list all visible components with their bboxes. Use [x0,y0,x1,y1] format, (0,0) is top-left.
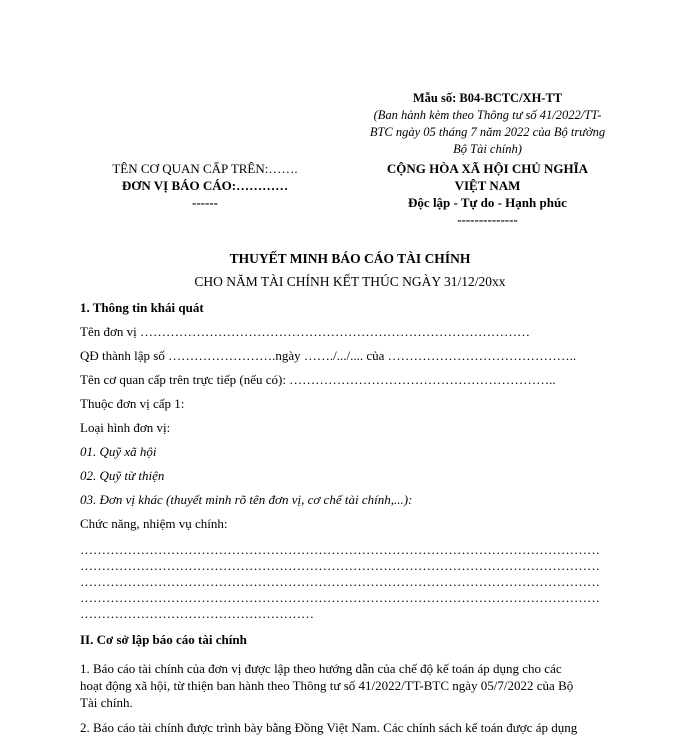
form-code: Mẫu số: B04-BCTC/XH-TT [412,91,563,105]
form-note-line: Bộ Tài chính) [453,142,522,156]
form-note-line: (Ban hành kèm theo Thông tư số 41/2022/TT- [373,108,602,122]
paragraph-line: hoạt động xã hội, từ thiện ban hành theo Thông tư số 41/2022/TT-BTC ngày 05/7/2022 của Bộ [80,678,574,693]
unit-type-option: 03. Đơn vị khác (thuyết minh rõ tên đơn vị, cơ chế tài chính,...): [80,492,413,507]
paragraph-line: 1. Báo cáo tài chính của đơn vị được lập theo hướng dẫn của chế độ kế toán áp dụng cho các [80,661,562,676]
document-title: THUYẾT MINH BÁO CÁO TÀI CHÍNH [229,251,471,266]
unit-name-field: Tên đơn vị ……………………………………………………………………………… [80,324,530,339]
unit-type-field: Loại hình đơn vị: [80,420,171,435]
dotted-line: ………………………………………………………………………………………………………… [80,574,600,589]
document-subtitle: CHO NĂM TÀI CHÍNH KẾT THÚC NGÀY 31/12/20xx [194,274,506,289]
paragraph [80,719,625,736]
national-header [355,160,620,228]
header-divider: ------ [192,195,218,210]
form-note-line: BTC ngày 05 tháng 7 năm 2022 của Bộ trưởng [369,125,606,139]
parent-agency-field: Tên cơ quan cấp trên trực tiếp (nếu có): …………………………………………………….. [80,372,556,387]
parent-agency-label: TÊN CƠ QUAN CẤP TRÊN:……. [112,161,298,176]
republic-name: CỘNG HÒA XÃ HỘI CHỦ NGHĨA [386,161,589,176]
dotted-line: ………………………………………………………………………………………………………… [80,558,600,573]
national-motto: Độc lập - Tự do - Hạnh phúc [408,195,567,210]
header-divider: -------------- [457,212,518,227]
decision-field: QĐ thành lập số …………………….ngày ……./.../.... của …………………………………….. [80,348,577,363]
parent-level-field: Thuộc đơn vị cấp 1: [80,396,185,411]
dotted-line: ………………………………………………………………………………………………………… [80,590,600,605]
document-body [80,296,625,736]
form-code-block [355,90,620,158]
section-heading: 1. Thông tin khái quát [80,300,204,315]
dotted-line: ……………………………………………… [80,606,314,621]
republic-name: VIỆT NAM [454,178,521,193]
section-heading: II. Cơ sở lập báo cáo tài chính [80,632,247,647]
unit-type-option: 02. Quỹ từ thiện [80,468,165,483]
functions-field: Chức năng, nhiệm vụ chính: [80,516,228,531]
paragraph-line: Tài chính. [80,695,133,710]
dotted-line: ………………………………………………………………………………………………………… [80,542,600,557]
reporting-unit-label: ĐƠN VỊ BÁO CÁO:………… [121,178,289,193]
agency-header [95,160,315,211]
paragraph-line: 2. Báo cáo tài chính được trình bày bằng Đồng Việt Nam. Các chính sách kế toán được áp dụng [80,720,578,735]
paragraph [80,660,625,711]
unit-type-option: 01. Quỹ xã hội [80,444,157,459]
